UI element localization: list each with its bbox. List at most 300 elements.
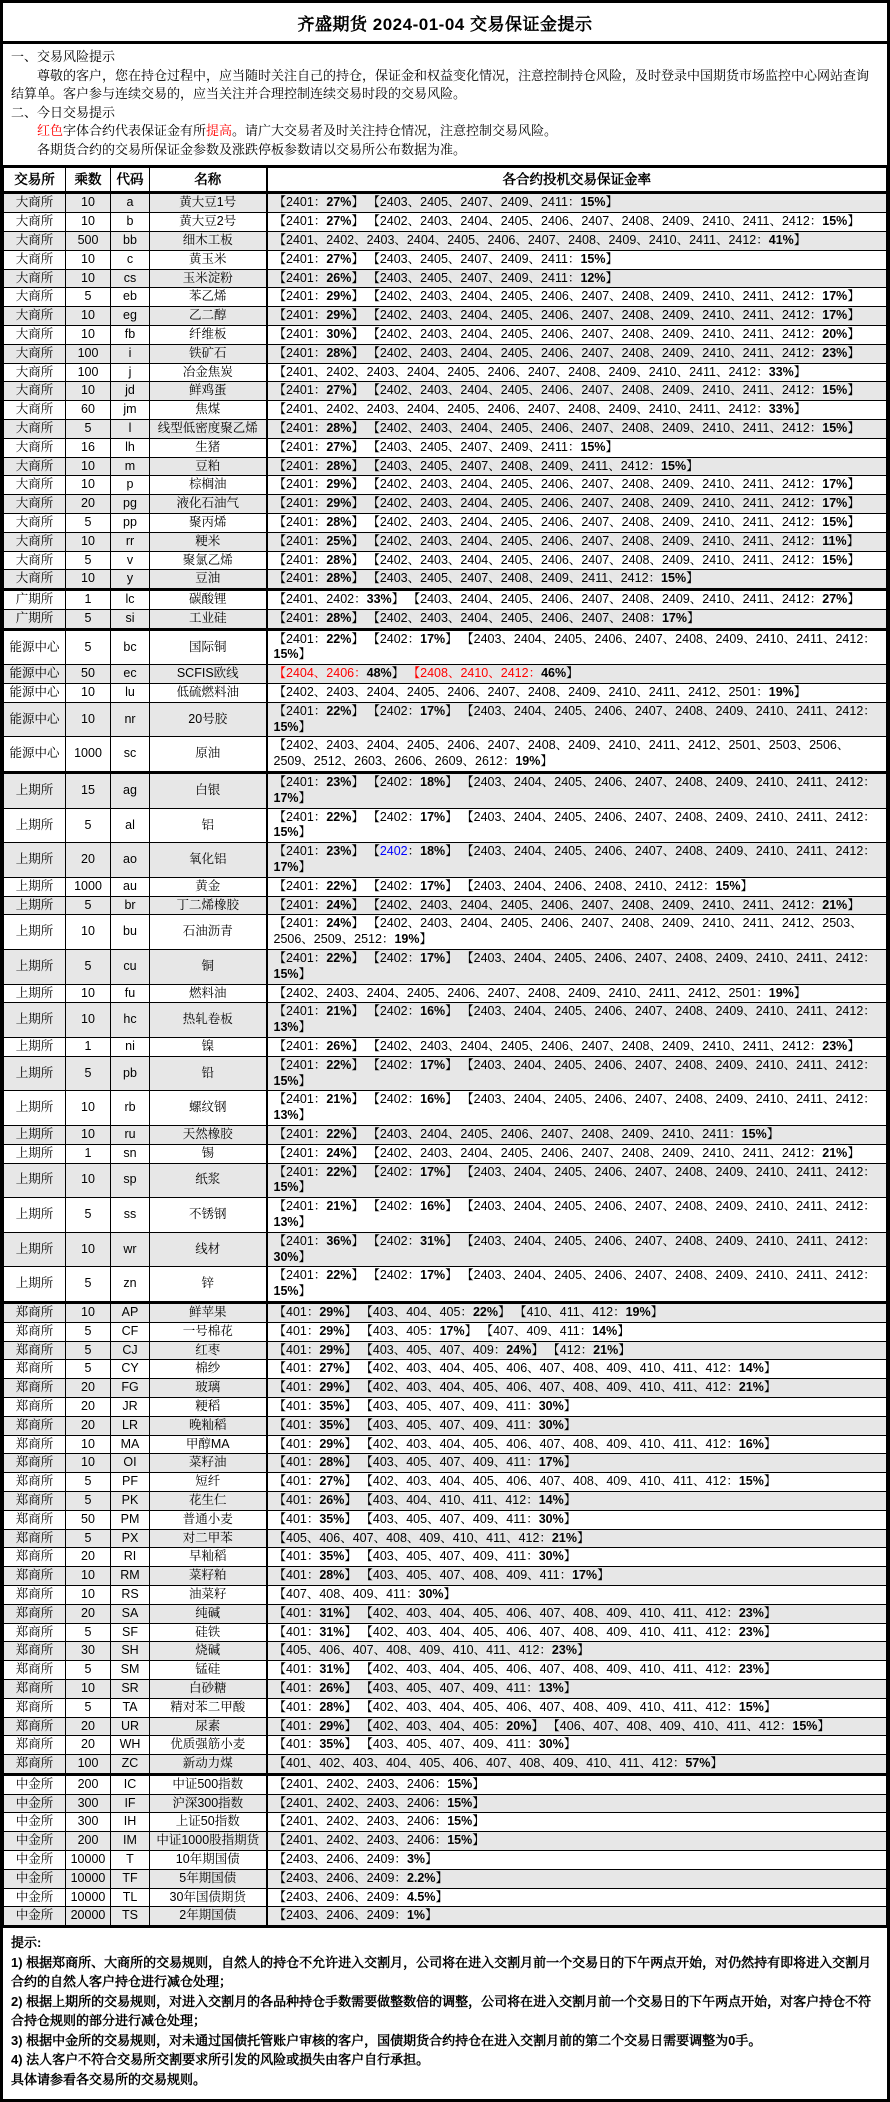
- text-segment: 】 【2402、2403、2404、2405、2406、2407、2408、2409、2410、2411、2412：: [351, 326, 823, 341]
- cell-multiplier: 10: [66, 476, 111, 495]
- cell-multiplier: 10: [66, 382, 111, 401]
- cell-exchange: 大商所: [4, 288, 66, 307]
- text-segment: 】 【403、405：: [344, 1323, 440, 1338]
- cell-code: eg: [111, 307, 150, 326]
- cell-multiplier: 20: [66, 1604, 111, 1623]
- text-segment: 【401：: [273, 1380, 320, 1395]
- text-segment: 】: [687, 610, 700, 625]
- text-segment: 【2404、2406：: [273, 666, 367, 681]
- table-row-m: [4, 457, 887, 476]
- text-segment: 】: [650, 1304, 664, 1319]
- cell-code: jd: [111, 382, 150, 401]
- text-segment: 】: [847, 326, 860, 341]
- text-segment: 】: [846, 533, 860, 548]
- cell-name: 新动力煤: [150, 1755, 267, 1775]
- cell-name: 锌: [150, 1267, 267, 1303]
- table-row-bu: [4, 915, 887, 950]
- text-segment: 【401：: [273, 1398, 320, 1413]
- cell-exchange: 上期所: [4, 1163, 66, 1198]
- text-segment: 】: [847, 345, 860, 360]
- cell-code: lc: [111, 590, 150, 610]
- text-segment: 15%: [273, 825, 299, 840]
- text-segment: 】: [563, 1492, 577, 1507]
- cell-exchange: 广期所: [4, 609, 66, 629]
- cell-exchange: 郑商所: [4, 1435, 66, 1454]
- text-segment: 【2401：: [273, 496, 327, 511]
- cell-exchange: 郑商所: [4, 1736, 66, 1755]
- text-segment: 19%: [625, 1304, 651, 1319]
- text-segment: 15%: [580, 439, 606, 454]
- table-row-CF: [4, 1322, 887, 1341]
- text-segment: 18%: [420, 775, 446, 790]
- today-section-line1: [11, 122, 879, 141]
- text-segment: 【2401：: [273, 1199, 327, 1214]
- risk-section-body: 尊敬的客户，您在持仓过程中，应当随时关注自己的持仓，保证金和权益变化情况，注意控制持仓风险，及时登录中国期货市场监控中心网站查询结算单。客户参与连续交易的，应当关注并合理控制连续交易时段的交易风险。: [11, 67, 870, 102]
- cell-name: 硅铁: [150, 1623, 267, 1642]
- table-row-RS: [4, 1585, 887, 1604]
- table-row-TA: [4, 1698, 887, 1717]
- text-segment: 】 【2402、2403、2404、2405、2406、2407、2408、2409、2410、2411、2412、2503、2506、2509、2512：: [273, 916, 863, 947]
- cell-name: 工业硅: [150, 609, 267, 629]
- cell-exchange: 大商所: [4, 457, 66, 476]
- cell-name: 红枣: [150, 1341, 267, 1360]
- text-segment: 【2401：: [273, 383, 327, 398]
- text-segment: 15%: [273, 1180, 299, 1195]
- text-segment: 【2401：: [273, 1127, 327, 1141]
- cell-exchange: 大商所: [4, 513, 66, 532]
- text-segment: 】: [763, 1699, 777, 1714]
- footer-closing: 具体请参看各交易所的交易规则。: [11, 2071, 207, 2087]
- cell-exchange: 上期所: [4, 1056, 66, 1091]
- text-segment: 红色: [37, 123, 64, 139]
- text-segment: 28%: [326, 552, 352, 567]
- table-row-SH: [4, 1642, 887, 1661]
- table-row-PM: [4, 1510, 887, 1529]
- cell-multiplier: 10: [66, 269, 111, 288]
- text-segment: 21%: [822, 897, 848, 912]
- text-segment: 】 【2403、2404、2405、2406、2407、2408、2409、2410、2411、2412：: [391, 592, 823, 607]
- cell-exchange: 大商所: [4, 570, 66, 590]
- text-segment: 】 【2403、2405、2407、2409、2411：: [351, 195, 581, 210]
- text-segment: 30%: [538, 1417, 564, 1432]
- text-segment: 【2401：: [273, 951, 327, 966]
- text-segment: 】 【403、404、410、411、412：: [344, 1492, 539, 1507]
- cell-code: au: [111, 877, 150, 896]
- cell-code: PX: [111, 1529, 150, 1548]
- text-segment: 】 【2403、2404、2405、2406、2407、2408、2409、2410、2411、2412：: [445, 1004, 876, 1019]
- text-segment: 【2401：: [273, 326, 327, 341]
- table-row-y: [4, 570, 887, 590]
- cell-multiplier: 10: [66, 1126, 111, 1145]
- table-row-br: [4, 896, 887, 915]
- text-segment: 【2401：: [273, 1145, 327, 1160]
- text-segment: 【2401：: [273, 1039, 327, 1054]
- text-segment: 17%: [273, 860, 299, 875]
- cell-name: 尿素: [150, 1717, 267, 1736]
- cell-margin-rates: [267, 570, 887, 590]
- text-segment: 】 【2402、2403、2404、2405、2406、2407、2408、2409、2410、2411、2412：: [351, 496, 823, 511]
- cell-code: nr: [111, 702, 150, 737]
- text-segment: 】: [563, 1398, 577, 1413]
- table-row-PK: [4, 1491, 887, 1510]
- text-segment: 】 【402、403、404、405、406、407、408、409、410、411、412：: [344, 1361, 739, 1376]
- cell-exchange: 上期所: [4, 1038, 66, 1057]
- table-row-cu: [4, 950, 887, 985]
- text-segment: 【401：: [273, 1361, 320, 1376]
- cell-exchange: 大商所: [4, 476, 66, 495]
- text-segment: 27%: [326, 214, 352, 229]
- text-segment: 】 【403、405、407、409、411：: [344, 1737, 539, 1752]
- text-segment: 】 【2402、2403、2404、2405、2406、2407、2408、2409、2410、2411、2412：: [351, 477, 823, 492]
- text-segment: 【2401：: [273, 458, 327, 473]
- text-segment: 【2402、2403、2404、2405、2406、2407、2408、2409、2410、2411、2412、2501、2503、2506、2509、2512、2603、2606、2609、2612：: [273, 738, 850, 769]
- cell-name: 天然橡胶: [150, 1126, 267, 1145]
- cell-margin-rates: [267, 551, 887, 570]
- cell-code: fb: [111, 325, 150, 344]
- text-segment: 17%: [439, 1323, 465, 1338]
- cell-code: IC: [111, 1774, 150, 1794]
- text-segment: 23%: [551, 1643, 577, 1658]
- cell-margin-rates: [267, 1397, 887, 1416]
- cell-name: 豆油: [150, 570, 267, 590]
- text-segment: 【2401、2402、2403、2406：: [273, 1833, 448, 1848]
- cell-name: 5年期国债: [150, 1869, 267, 1888]
- footer-notes: [3, 1928, 887, 2099]
- cell-code: OI: [111, 1454, 150, 1473]
- text-segment: 【2401：: [273, 477, 327, 492]
- text-segment: 28%: [326, 345, 352, 360]
- cell-margin-rates: [267, 1454, 887, 1473]
- cell-exchange: 能源中心: [4, 665, 66, 684]
- cell-exchange: 郑商所: [4, 1548, 66, 1567]
- cell-name: 原油: [150, 737, 267, 773]
- cell-code: jm: [111, 401, 150, 420]
- cell-multiplier: 20: [66, 1379, 111, 1398]
- text-segment: 16%: [420, 1199, 446, 1214]
- cell-name: 豆粕: [150, 457, 267, 476]
- text-segment: 15%: [792, 1718, 818, 1733]
- cell-name: 锰硅: [150, 1661, 267, 1680]
- cell-code: y: [111, 570, 150, 590]
- text-segment: 41%: [768, 232, 794, 247]
- cell-margin-rates: [267, 1585, 887, 1604]
- cell-margin-rates: [267, 1341, 887, 1360]
- cell-multiplier: 5: [66, 1322, 111, 1341]
- cell-multiplier: 5: [66, 896, 111, 915]
- text-segment: 】 【410、411、412：: [497, 1304, 626, 1319]
- cell-exchange: 郑商所: [4, 1322, 66, 1341]
- text-segment: 】: [605, 439, 618, 454]
- text-segment: 30%: [273, 1249, 299, 1264]
- text-segment: 17%: [420, 1057, 446, 1072]
- cell-margin-rates: [267, 1038, 887, 1057]
- text-segment: 13%: [273, 1108, 299, 1123]
- text-segment: 】: [817, 1718, 830, 1733]
- table-header-row: [4, 166, 887, 193]
- cell-exchange: 上期所: [4, 1003, 66, 1038]
- table-row-sc: [4, 737, 887, 773]
- table-row-IF: [4, 1794, 887, 1813]
- text-segment: 28%: [326, 514, 352, 529]
- text-segment: 【2403、2406、2409：: [273, 1852, 407, 1867]
- text-segment: 【2401：: [273, 439, 327, 454]
- text-segment: 】 【2402：: [351, 951, 421, 966]
- text-segment: 【2401、2402：: [273, 592, 367, 607]
- cell-name: 菜籽油: [150, 1454, 267, 1473]
- text-segment: 】: [793, 402, 807, 417]
- text-segment: 17%: [822, 496, 848, 511]
- text-segment: 22%: [472, 1304, 498, 1319]
- text-segment: 】 【402、403、404、405、406、407、408、409、410、411、412：: [344, 1474, 739, 1489]
- text-segment: 【401：: [273, 1455, 320, 1470]
- text-segment: 【2401：: [273, 552, 327, 567]
- text-segment: 】: [847, 514, 860, 529]
- cell-name: 纤维板: [150, 325, 267, 344]
- cell-code: bu: [111, 915, 150, 950]
- text-segment: 19%: [515, 754, 541, 769]
- cell-exchange: 郑商所: [4, 1585, 66, 1604]
- text-segment: 24%: [326, 897, 352, 912]
- cell-name: 中证500指数: [150, 1774, 267, 1794]
- text-segment: 】 【2403、2404、2405、2406、2407、2408、2409、2410、2411、2412：: [445, 1199, 876, 1214]
- text-segment: 】: [298, 1180, 312, 1195]
- cell-multiplier: 300: [66, 1794, 111, 1813]
- text-segment: 】: [763, 1624, 777, 1639]
- cell-exchange: 郑商所: [4, 1360, 66, 1379]
- text-segment: 】: [435, 1889, 448, 1904]
- text-segment: 17%: [420, 809, 446, 824]
- cell-exchange: 郑商所: [4, 1642, 66, 1661]
- cell-name: 黄大豆1号: [150, 193, 267, 213]
- cell-margin-rates: [267, 1567, 887, 1586]
- cell-name: 国际铜: [150, 629, 267, 665]
- footer-item: 3) 根据中金所的交易规则，对未通过国债托管账户审核的客户，国债期货合约持仓在进入交割月前的第二个交易日需要调整为0手。: [11, 2032, 762, 2048]
- cell-multiplier: 10: [66, 1302, 111, 1322]
- text-segment: 【2401：: [273, 270, 327, 285]
- cell-code: IF: [111, 1794, 150, 1813]
- cell-margin-rates: [267, 193, 887, 213]
- cell-margin-rates: [267, 231, 887, 250]
- table-row-sp: [4, 1163, 887, 1198]
- cell-multiplier: 15: [66, 773, 111, 809]
- text-segment: 】 【2403、2404、2405、2406、2407、2408、2409、2410、2411、2412：: [445, 1164, 876, 1179]
- cell-code: SR: [111, 1679, 150, 1698]
- text-segment: 14%: [592, 1323, 618, 1338]
- table-row-ao: [4, 843, 887, 878]
- text-segment: 】: [740, 878, 754, 893]
- text-segment: 【2401：: [273, 1092, 327, 1107]
- page-title: 齐盛期货 2024-01-04 交易保证金提示: [3, 3, 887, 44]
- cell-margin-rates: [267, 1126, 887, 1145]
- cell-code: PM: [111, 1510, 150, 1529]
- cell-exchange: 郑商所: [4, 1755, 66, 1775]
- text-segment: 】 【2402：: [351, 1004, 421, 1019]
- table-row-ZC: [4, 1755, 887, 1775]
- text-segment: 【405、406、407、408、409、410、411、412：: [273, 1530, 552, 1545]
- table-row-RI: [4, 1548, 887, 1567]
- cell-code: MA: [111, 1435, 150, 1454]
- cell-multiplier: 1: [66, 590, 111, 610]
- text-segment: 】 【403、405、407、409、411：: [344, 1417, 539, 1432]
- cell-code: wr: [111, 1232, 150, 1267]
- cell-multiplier: 50: [66, 1510, 111, 1529]
- cell-margin-rates: [267, 1604, 887, 1623]
- text-segment: 13%: [273, 1214, 299, 1229]
- cell-name: 聚氯乙烯: [150, 551, 267, 570]
- text-segment: 】: [847, 477, 860, 492]
- cell-code: rr: [111, 532, 150, 551]
- cell-margin-rates: [267, 877, 887, 896]
- table-row-SA: [4, 1604, 887, 1623]
- cell-multiplier: 5: [66, 808, 111, 843]
- cell-code: br: [111, 896, 150, 915]
- text-segment: 】 【2403、2404、2405、2406、2407、2408、2409、2410、2411、2412：: [445, 951, 876, 966]
- cell-multiplier: 5: [66, 1267, 111, 1303]
- cell-code: TA: [111, 1698, 150, 1717]
- cell-exchange: 中金所: [4, 1869, 66, 1888]
- text-segment: 【401：: [273, 1304, 320, 1319]
- text-segment: 30%: [538, 1737, 564, 1752]
- footer-item: 2) 根据上期所的交易规则，对进入交割月的各品种持仓手数需要做整数倍的调整，公司将在进入交割月前一个交易日的下午两点开始，对客户持仓不符合持仓规则的部分进行减仓处理；: [11, 1993, 872, 2029]
- cell-exchange: 上期所: [4, 915, 66, 950]
- table-row-eb: [4, 288, 887, 307]
- text-segment: 15%: [822, 514, 848, 529]
- table-row-au: [4, 877, 887, 896]
- text-segment: 】: [298, 966, 312, 981]
- cell-margin-rates: [267, 1144, 887, 1163]
- footer-heading: 提示:: [11, 1935, 42, 1951]
- table-row-rr: [4, 532, 887, 551]
- table-row-si: [4, 609, 887, 629]
- cell-multiplier: 100: [66, 344, 111, 363]
- cell-name: 玻璃: [150, 1379, 267, 1398]
- text-segment: 】 【2402：: [351, 1164, 421, 1179]
- cell-name: 10年期国债: [150, 1851, 267, 1870]
- cell-margin-rates: [267, 1813, 887, 1832]
- text-segment: 15%: [738, 1699, 764, 1714]
- cell-multiplier: 1000: [66, 877, 111, 896]
- text-segment: 35%: [319, 1398, 345, 1413]
- table-row-jm: [4, 401, 887, 420]
- cell-code: sc: [111, 737, 150, 773]
- cell-exchange: 大商所: [4, 438, 66, 457]
- text-segment: 】 【2403、2404、2405、2406、2407、2408、2409、2410、2411、2412：: [445, 809, 876, 824]
- cell-name: 生猪: [150, 438, 267, 457]
- cell-name: 30年国债期货: [150, 1888, 267, 1907]
- text-segment: 29%: [326, 496, 352, 511]
- cell-multiplier: 200: [66, 1832, 111, 1851]
- text-segment: 】 【403、404、405：: [344, 1304, 473, 1319]
- text-segment: 29%: [319, 1718, 345, 1733]
- cell-code: JR: [111, 1397, 150, 1416]
- cell-margin-rates: [267, 684, 887, 703]
- text-segment: 】 【2402：: [351, 878, 421, 893]
- text-segment: 】: [686, 571, 699, 586]
- text-segment: 15%: [822, 420, 848, 435]
- text-segment: 27%: [822, 592, 848, 607]
- cell-margin-rates: [267, 1510, 887, 1529]
- cell-multiplier: 5: [66, 1360, 111, 1379]
- table-row-lc: [4, 590, 887, 610]
- text-segment: 35%: [319, 1511, 345, 1526]
- cell-name: 菜籽粕: [150, 1567, 267, 1586]
- cell-exchange: 大商所: [4, 231, 66, 250]
- text-segment: 】 【2402：: [351, 1233, 421, 1248]
- cell-code: eb: [111, 288, 150, 307]
- table-row-lh: [4, 438, 887, 457]
- cell-name: 短纤: [150, 1473, 267, 1492]
- cell-name: 焦煤: [150, 401, 267, 420]
- text-segment: 】: [563, 1549, 577, 1564]
- cell-name: 热轧卷板: [150, 1003, 267, 1038]
- cell-multiplier: 10000: [66, 1869, 111, 1888]
- table-row-al: [4, 808, 887, 843]
- cell-margin-rates: [267, 1232, 887, 1267]
- table-row-bc: [4, 629, 887, 665]
- text-segment: 】: [298, 790, 312, 805]
- text-segment: 】 【2402、2403、2404、2405、2406、2407、2408、2409、2410、2411、2412：: [351, 897, 823, 912]
- cell-margin-rates: [267, 950, 887, 985]
- text-segment: 【2403、2406、2409：: [273, 1908, 407, 1923]
- text-segment: 】 【2402、2403、2404、2405、2406、2407、2408、2409、2410、2411、2412：: [351, 289, 823, 304]
- text-segment: 】: [763, 1361, 777, 1376]
- text-segment: 17%: [538, 1455, 564, 1470]
- table-row-SF: [4, 1623, 887, 1642]
- cell-code: b: [111, 213, 150, 232]
- cell-exchange: 中金所: [4, 1794, 66, 1813]
- text-segment: 】 【403、405、407、409、411：: [344, 1549, 539, 1564]
- cell-code: ao: [111, 843, 150, 878]
- text-segment: 【2401：: [273, 844, 327, 859]
- text-segment: 23%: [738, 1624, 764, 1639]
- text-segment: 】 【2403、2404、2405、2406、2407、2408、2409、2410、2411、2412：: [445, 1092, 876, 1107]
- cell-margin-rates: [267, 344, 887, 363]
- cell-name: 鲜苹果: [150, 1302, 267, 1322]
- table-row-UR: [4, 1717, 887, 1736]
- text-segment: 30%: [538, 1549, 564, 1564]
- cell-multiplier: 1000: [66, 737, 111, 773]
- cell-multiplier: 10: [66, 1679, 111, 1698]
- text-segment: 】 【407、409、411：: [464, 1323, 593, 1338]
- cell-exchange: 大商所: [4, 551, 66, 570]
- text-segment: 【2401：: [273, 1164, 327, 1179]
- text-segment: 】 【2402、2403、2404、2405、2406、2407、2408、2409、2410、2411、2412：: [351, 552, 823, 567]
- text-segment: 30%: [418, 1586, 444, 1601]
- cell-margin-rates: [267, 609, 887, 629]
- table-row-j: [4, 363, 887, 382]
- cell-margin-rates: [267, 737, 887, 773]
- text-segment: 】 【2403、2404、2405、2406、2407、2408、2409、2410、2411、2412：: [445, 1057, 876, 1072]
- cell-margin-rates: [267, 363, 887, 382]
- cell-margin-rates: [267, 513, 887, 532]
- text-segment: 2402: [379, 844, 408, 859]
- cell-exchange: 郑商所: [4, 1661, 66, 1680]
- text-segment: 】: [605, 270, 618, 285]
- cell-exchange: 郑商所: [4, 1604, 66, 1623]
- cell-margin-rates: [267, 896, 887, 915]
- table-row-i: [4, 344, 887, 363]
- text-segment: 】: [298, 1214, 312, 1229]
- cell-code: SF: [111, 1623, 150, 1642]
- text-segment: 57%: [685, 1756, 711, 1771]
- text-segment: 】 【2402、2403、2404、2405、2406、2407、2408、2409、2410、2411、2412：: [351, 345, 823, 360]
- cell-margin-rates: [267, 1091, 887, 1126]
- cell-code: SA: [111, 1604, 150, 1623]
- text-segment: 】: [563, 1511, 577, 1526]
- cell-margin-rates: [267, 1717, 887, 1736]
- table-row-IM: [4, 1832, 887, 1851]
- cell-name: 花生仁: [150, 1491, 267, 1510]
